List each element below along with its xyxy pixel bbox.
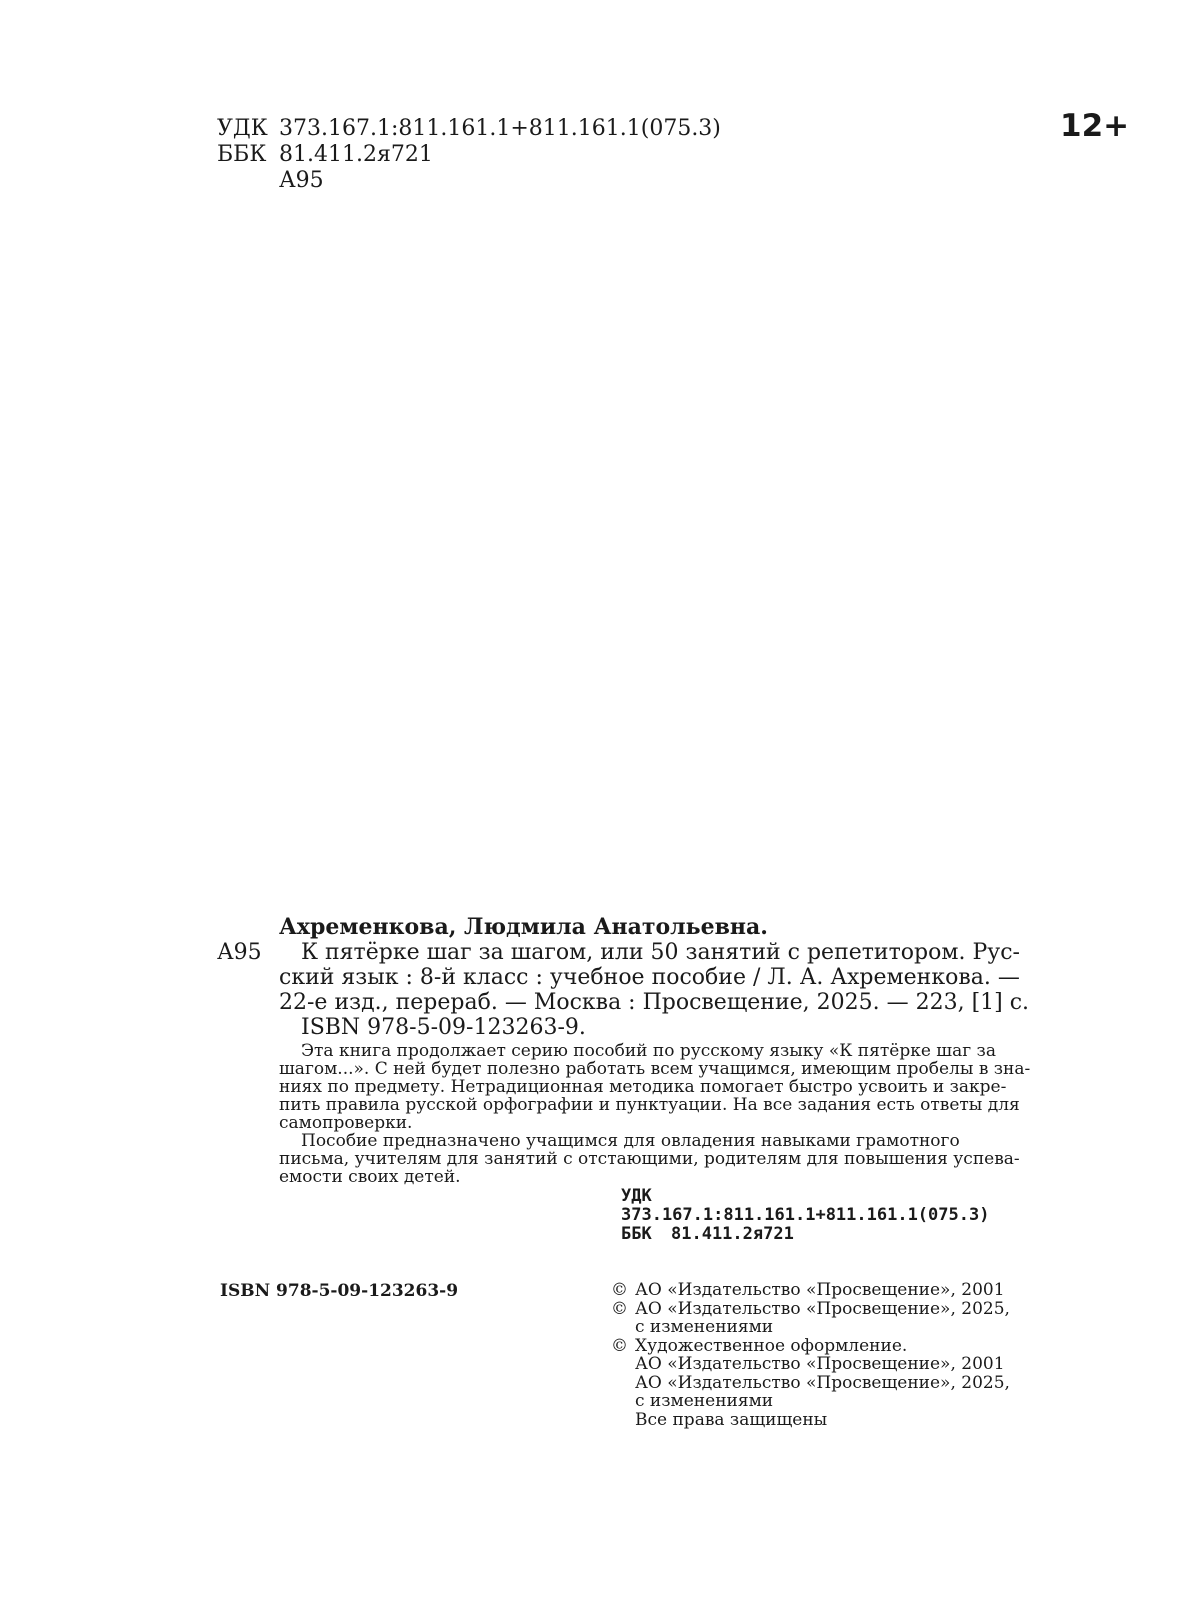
card-title-block <box>279 940 1030 1040</box>
annotation-line: пить правила русской орфографии и пунктуации. На все задания есть ответы для <box>279 1095 1020 1115</box>
card-isbn-line: ISBN 978-5-09-123263-9. <box>301 1015 586 1040</box>
copyright-symbol: © <box>611 1298 628 1319</box>
copyright-symbol: © <box>611 1280 628 1300</box>
top-classification-codes <box>217 116 721 194</box>
card-title-line: ский язык : 8-й класс : учебное пособие / Л. А. Ахременкова. — <box>279 965 1020 990</box>
copyright-line <box>611 1355 1010 1374</box>
annotation-line: письма, учителям для занятий с отстающими, родителям для повышения успева- <box>279 1149 1020 1169</box>
bbk-value: 81.411.2я721 <box>279 142 433 167</box>
rights-reserved <box>611 1411 1010 1430</box>
card-title-line: К пятёрке шаг за шагом, или 50 занятий с репетитором. Рус- <box>301 940 1020 965</box>
copyright-text: АО «Издательство «Просвещение», 2001 <box>635 1354 1005 1374</box>
card-title-line: 22-е изд., перераб. — Москва : Просвещение, 2025. — 223, [1] с. <box>279 990 1030 1015</box>
copyright-symbol: © <box>611 1335 628 1356</box>
top-bbk-row <box>217 142 721 168</box>
copyright-text: с изменениями <box>635 1317 774 1337</box>
copyright-line <box>611 1337 1010 1356</box>
annotation-line: самопроверки. <box>279 1113 413 1133</box>
age-rating-mark: 12+ <box>1060 108 1130 144</box>
udk-value: 373.167.1:811.161.1+811.161.1(075.3) <box>279 116 721 141</box>
top-author-mark: А95 <box>279 168 324 193</box>
copyright-line <box>611 1374 1010 1393</box>
copyright-line <box>611 1318 1010 1337</box>
copyright-line <box>611 1392 1010 1411</box>
card-bbk-row <box>621 1225 1004 1244</box>
card-bbk-label: ББК <box>621 1224 652 1244</box>
copyright-line <box>611 1300 1010 1319</box>
copyright-text: АО «Издательство «Просвещение», 2025, <box>635 1372 1010 1393</box>
copyright-text: АО «Издательство «Просвещение», 2025, <box>635 1298 1010 1319</box>
copyright-text: Все права защищены <box>635 1409 828 1430</box>
annotation-line: Эта книга продолжает серию пособий по русскому языку «К пятёрке шаг за <box>301 1041 996 1061</box>
annotation-line: Пособие предназначено учащимся для овладения навыками грамотного <box>301 1131 960 1151</box>
copyright-text: Художественное оформление. <box>635 1335 908 1356</box>
udk-label: УДК <box>217 116 268 141</box>
annotation-line: емости своих детей. <box>279 1167 461 1187</box>
card-author-mark: А95 <box>217 940 262 965</box>
card-udk-label: УДК <box>621 1186 652 1206</box>
footer-isbn: ISBN 978-5-09-123263-9 <box>220 1281 459 1301</box>
copyright-line <box>611 1281 1010 1300</box>
card-author: Ахременкова, Людмила Анатольевна. <box>279 914 768 940</box>
card-udk-row <box>621 1187 1004 1225</box>
annotation-line: ниях по предмету. Нетрадиционная методика помогает быстро усвоить и закре- <box>279 1077 1007 1097</box>
annotation-paragraph-1 <box>279 1041 1031 1133</box>
catalog-card <box>279 914 1031 1244</box>
copyright-block <box>611 1281 1010 1429</box>
card-bbk-value: 81.411.2я721 <box>671 1224 794 1244</box>
copyright-text: АО «Издательство «Просвещение», 2001 <box>635 1280 1005 1300</box>
bbk-label: ББК <box>217 142 267 167</box>
card-udk-value: 373.167.1:811.161.1+811.161.1(075.3) <box>621 1205 990 1225</box>
annotation-paragraph-2 <box>279 1131 1020 1187</box>
copyright-text: с изменениями <box>635 1391 774 1411</box>
top-udk-row <box>217 116 721 142</box>
card-annotation <box>279 1041 1031 1187</box>
card-classification-codes <box>621 1187 1004 1244</box>
annotation-line: шагом...». С ней будет полезно работать всем учащимся, имеющим пробелы в зна- <box>279 1059 1031 1079</box>
